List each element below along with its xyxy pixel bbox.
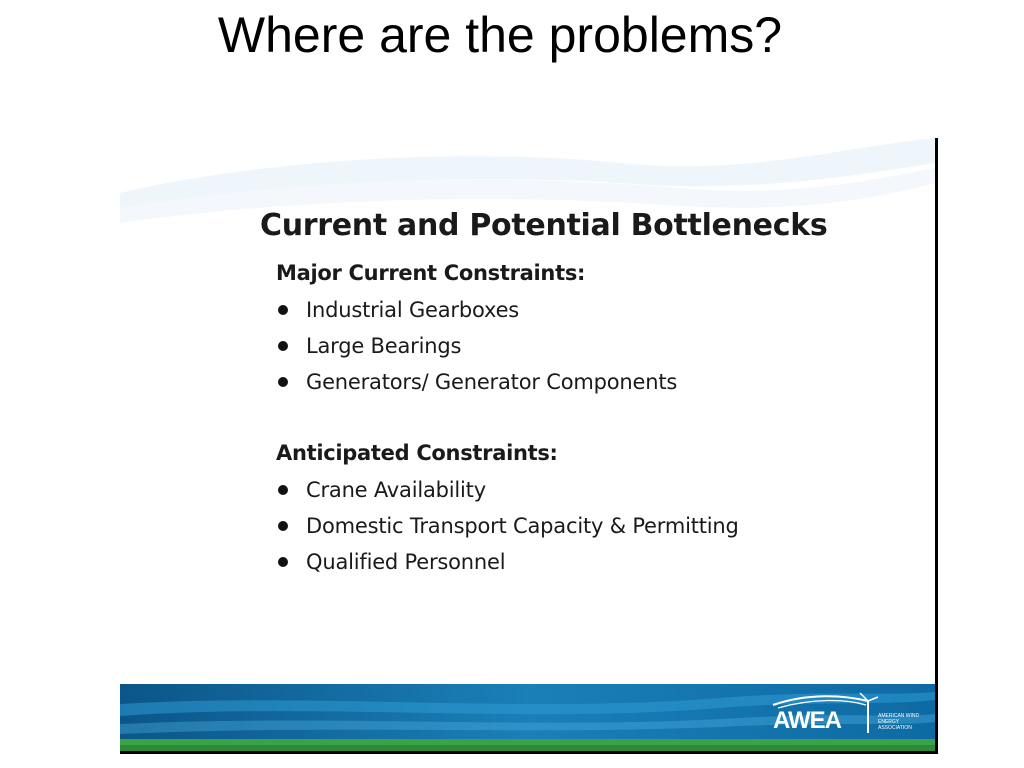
list-item: [276, 364, 677, 400]
list-item: [276, 472, 739, 508]
list-item-text: Industrial Gearboxes: [306, 298, 520, 322]
list-item-text: Generators/ Generator Components: [306, 370, 678, 394]
section-heading-current: Major Current Constraints:: [276, 261, 586, 285]
list-item-text: Qualified Personnel: [306, 550, 506, 574]
list-item: [276, 292, 677, 328]
anticipated-constraints-list: [276, 472, 739, 580]
embedded-slide-image: [120, 138, 935, 751]
list-item: [276, 328, 677, 364]
bullet-icon: [278, 305, 288, 315]
list-item-text: Large Bearings: [306, 334, 462, 358]
bullet-icon: [278, 377, 288, 387]
frame-border-bottom: [120, 751, 938, 754]
bullet-icon: [278, 557, 288, 567]
embedded-slide-title: Current and Potential Bottlenecks: [260, 208, 828, 243]
bullet-icon: [278, 521, 288, 531]
slide-title: Where are the problems?: [217, 7, 783, 63]
frame-border-right: [935, 138, 938, 753]
awea-logo: AWEA AMERICAN WIND ENERGY ASSOCIATION: [768, 689, 928, 739]
bullet-icon: [278, 341, 288, 351]
list-item-text: Crane Availability: [306, 478, 486, 502]
section-heading-anticipated: Anticipated Constraints:: [276, 441, 558, 465]
list-item-text: Domestic Transport Capacity & Permitting: [306, 514, 739, 538]
bullet-icon: [278, 485, 288, 495]
current-constraints-list: [276, 292, 677, 400]
list-item: [276, 544, 739, 580]
list-item: [276, 508, 739, 544]
